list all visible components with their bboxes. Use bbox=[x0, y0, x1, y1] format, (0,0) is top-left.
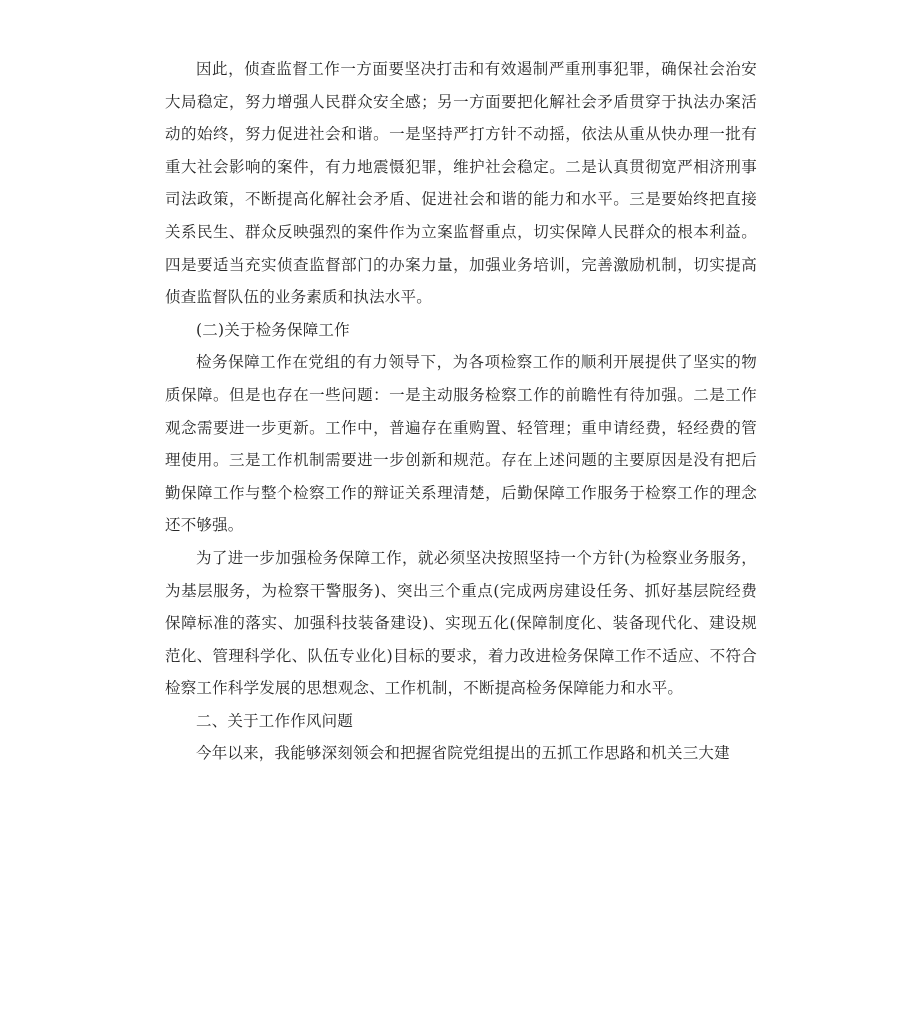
section-heading-procuratorial-support: (二)关于检务保障工作 bbox=[196, 320, 350, 339]
document-page bbox=[165, 53, 757, 770]
paragraph-support-improvement: 为了进一步加强检务保障工作，就必须坚决按照坚持一个方针(为检察业务服务，为基层服务，为检察干警服务)、突出三个重点(完成两房建设任务、抓好基层院经费保障标准的落实、加强科技装备建设)、实现五化(保障制度化、装备现代化、建设规范化、管理科学化、队伍专业化)目标的要求，着力改进检务保障工作不适应、不符合检察工作科学发展的思想观念、工作机制，不断提高检务保障能力和水平。 bbox=[165, 548, 757, 698]
paragraph-support-problems: 检务保障工作在党组的有力领导下，为各项检察工作的顺利开展提供了坚实的物质保障。但是也存在一些问题：一是主动服务检察工作的前瞻性有待加强。二是工作观念需要进一步更新。工作中，普遍存在重购置、轻管理；重申请经费，轻经费的管理使用。三是工作机制需要进一步创新和规范。存在上述问题的主要原因是没有把后勤保障工作与整个检察工作的辩证关系理清楚，后勤保障工作服务于检察工作的理念还不够强。 bbox=[165, 353, 757, 535]
paragraph-work-style-intro: 今年以来，我能够深刻领会和把握省院党组提出的五抓工作思路和机关三大建 bbox=[196, 744, 730, 763]
paragraph-investigation-supervision: 因此，侦查监督工作一方面要坚决打击和有效遏制严重刑事犯罪，确保社会治安大局稳定，努力增强人民群众安全感；另一方面要把化解社会矛盾贯穿于执法办案活动的始终，努力促进社会和谐。一是坚持严打方针不动摇，依法从重从快办理一批有重大社会影响的案件，有力地震慑犯罪，维护社会稳定。二是认真贯彻宽严相济刑事司法政策，不断提高化解社会矛盾、促进社会和谐的能力和水平。三是要始终把直接关系民生、群众反映强烈的案件作为立案监督重点，切实保障人民群众的根本利益。四是要适当充实侦查监督部门的办案力量，加强业务培训，完善激励机制，切实提高侦查监督队伍的业务素质和执法水平。 bbox=[165, 60, 757, 307]
section-heading-work-style: 二、关于工作作风问题 bbox=[196, 711, 354, 730]
